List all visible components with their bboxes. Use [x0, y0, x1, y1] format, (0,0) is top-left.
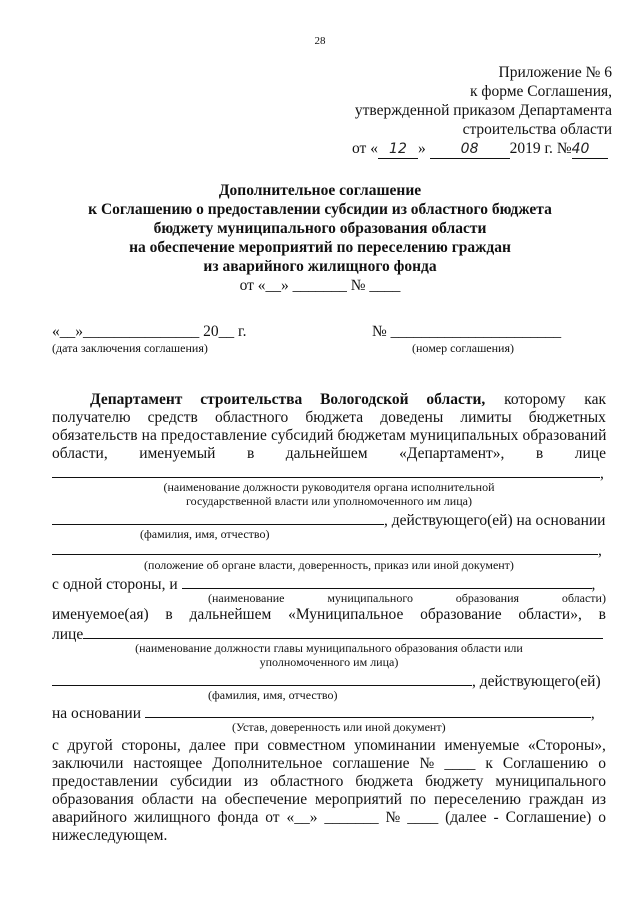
- title-line-5: из аварийного жилищного фонда: [203, 258, 437, 275]
- title-line-1: Дополнительное соглашение: [218, 182, 422, 199]
- appendix-line-1: Приложение № 6: [498, 64, 612, 81]
- date-prefix: от «: [352, 140, 378, 157]
- signing-date-caption: (дата заключения соглашения): [52, 341, 208, 355]
- agreement-number-field: № ______________________: [372, 323, 562, 340]
- one-side-line: с одной стороны, и ,: [52, 576, 596, 593]
- final-line-5: аварийного жилищного фонда от «__» _______ № ____ (далее - Соглашение) о: [52, 809, 606, 826]
- head-name-line: , действующего(ей) на основании: [52, 510, 605, 530]
- basis-line: на основании ,: [52, 705, 595, 722]
- municipality-line: именуемое(ая) в дальнейшем «Муниципальное образование области», в: [52, 606, 606, 623]
- caption-head-name: (фамилия, имя, отчество): [140, 527, 270, 541]
- mun-head-name-field[interactable]: [52, 671, 472, 686]
- p1-line-2: получателю средств областного бюджета доведены лимиты бюджетных: [52, 409, 606, 426]
- final-line-3: предоставлении субсидии из областного бюджета бюджету муниципального: [52, 773, 606, 790]
- title-line-3: бюджету муниципального образования области: [153, 220, 487, 237]
- head-basis-field[interactable]: ,: [52, 540, 602, 560]
- appendix-line-3: утвержденной приказом Департамента: [354, 102, 612, 119]
- final-line-6: нижеследующем.: [52, 827, 168, 844]
- p1-line-4: области, именуемый в дальнейшем «Департамент», в лице: [52, 445, 606, 462]
- date-mid: »: [417, 140, 426, 157]
- date-year: 2019 г.: [509, 140, 553, 157]
- page-number: 28: [314, 35, 326, 47]
- final-line-1: с другой стороны, далее при совместном упоминании именуемые «Стороны»,: [52, 737, 606, 754]
- final-line-4: образования области на обеспечение мероприятий по переселению граждан из: [52, 791, 606, 808]
- appendix-date-line: [352, 140, 608, 159]
- municipality-name-field[interactable]: [182, 574, 592, 589]
- caption-mun-head-b: уполномоченного им лица): [259, 655, 399, 669]
- title-date-line: от «__» _______ № ____: [239, 277, 401, 294]
- agreement-number-caption: (номер соглашения): [412, 341, 514, 355]
- handwritten-number: 40: [571, 141, 590, 157]
- mun-head-position-field[interactable]: [83, 624, 603, 639]
- head-name-field[interactable]: [52, 510, 384, 525]
- person-line: лице: [52, 624, 603, 644]
- appendix-line-4: строительства области: [462, 121, 612, 138]
- number-prefix: №: [556, 140, 572, 157]
- title-line-4: на обеспечение мероприятий по переселению граждан: [129, 239, 511, 256]
- appendix-line-2: к форме Соглашения,: [470, 83, 612, 100]
- caption-municipality: (наименование муниципального образования области): [208, 591, 606, 605]
- department-name: Департамент строительства Вологодской области,: [90, 391, 486, 408]
- caption-mun-basis: (Устав, доверенность или иной документ): [232, 720, 446, 734]
- caption-head-position-a: (наименование должности руководителя органа исполнительной: [163, 480, 495, 494]
- final-line-2: заключили настоящее Дополнительное соглашение № ____ к Соглашению о: [52, 755, 606, 772]
- caption-mun-head-name: (фамилия, имя, отчество): [208, 688, 338, 702]
- mun-head-name-line: , действующего(ей): [52, 671, 601, 691]
- mun-basis-field[interactable]: [145, 703, 591, 718]
- caption-mun-head-a: (наименование должности главы муниципального образования области или: [135, 641, 523, 655]
- p1-line-1: Департамент строительства Вологодской области, которому как: [90, 391, 606, 408]
- handwritten-month: 08: [460, 141, 479, 157]
- head-position-field[interactable]: ,: [52, 463, 604, 483]
- p1-line-3: обязательств на предоставление субсидий бюджетам муниципальных образований: [52, 427, 607, 444]
- handwritten-day: 12: [389, 141, 407, 157]
- caption-head-position-b: государственной власти или уполномоченного им лица): [186, 494, 472, 508]
- title-line-2: к Соглашению о предоставлении субсидии из областного бюджета: [88, 201, 552, 218]
- caption-head-basis: (положение об органе власти, доверенность, приказ или иной документ): [144, 558, 514, 572]
- signing-date-field: «__»_______________ 20__ г.: [52, 323, 247, 340]
